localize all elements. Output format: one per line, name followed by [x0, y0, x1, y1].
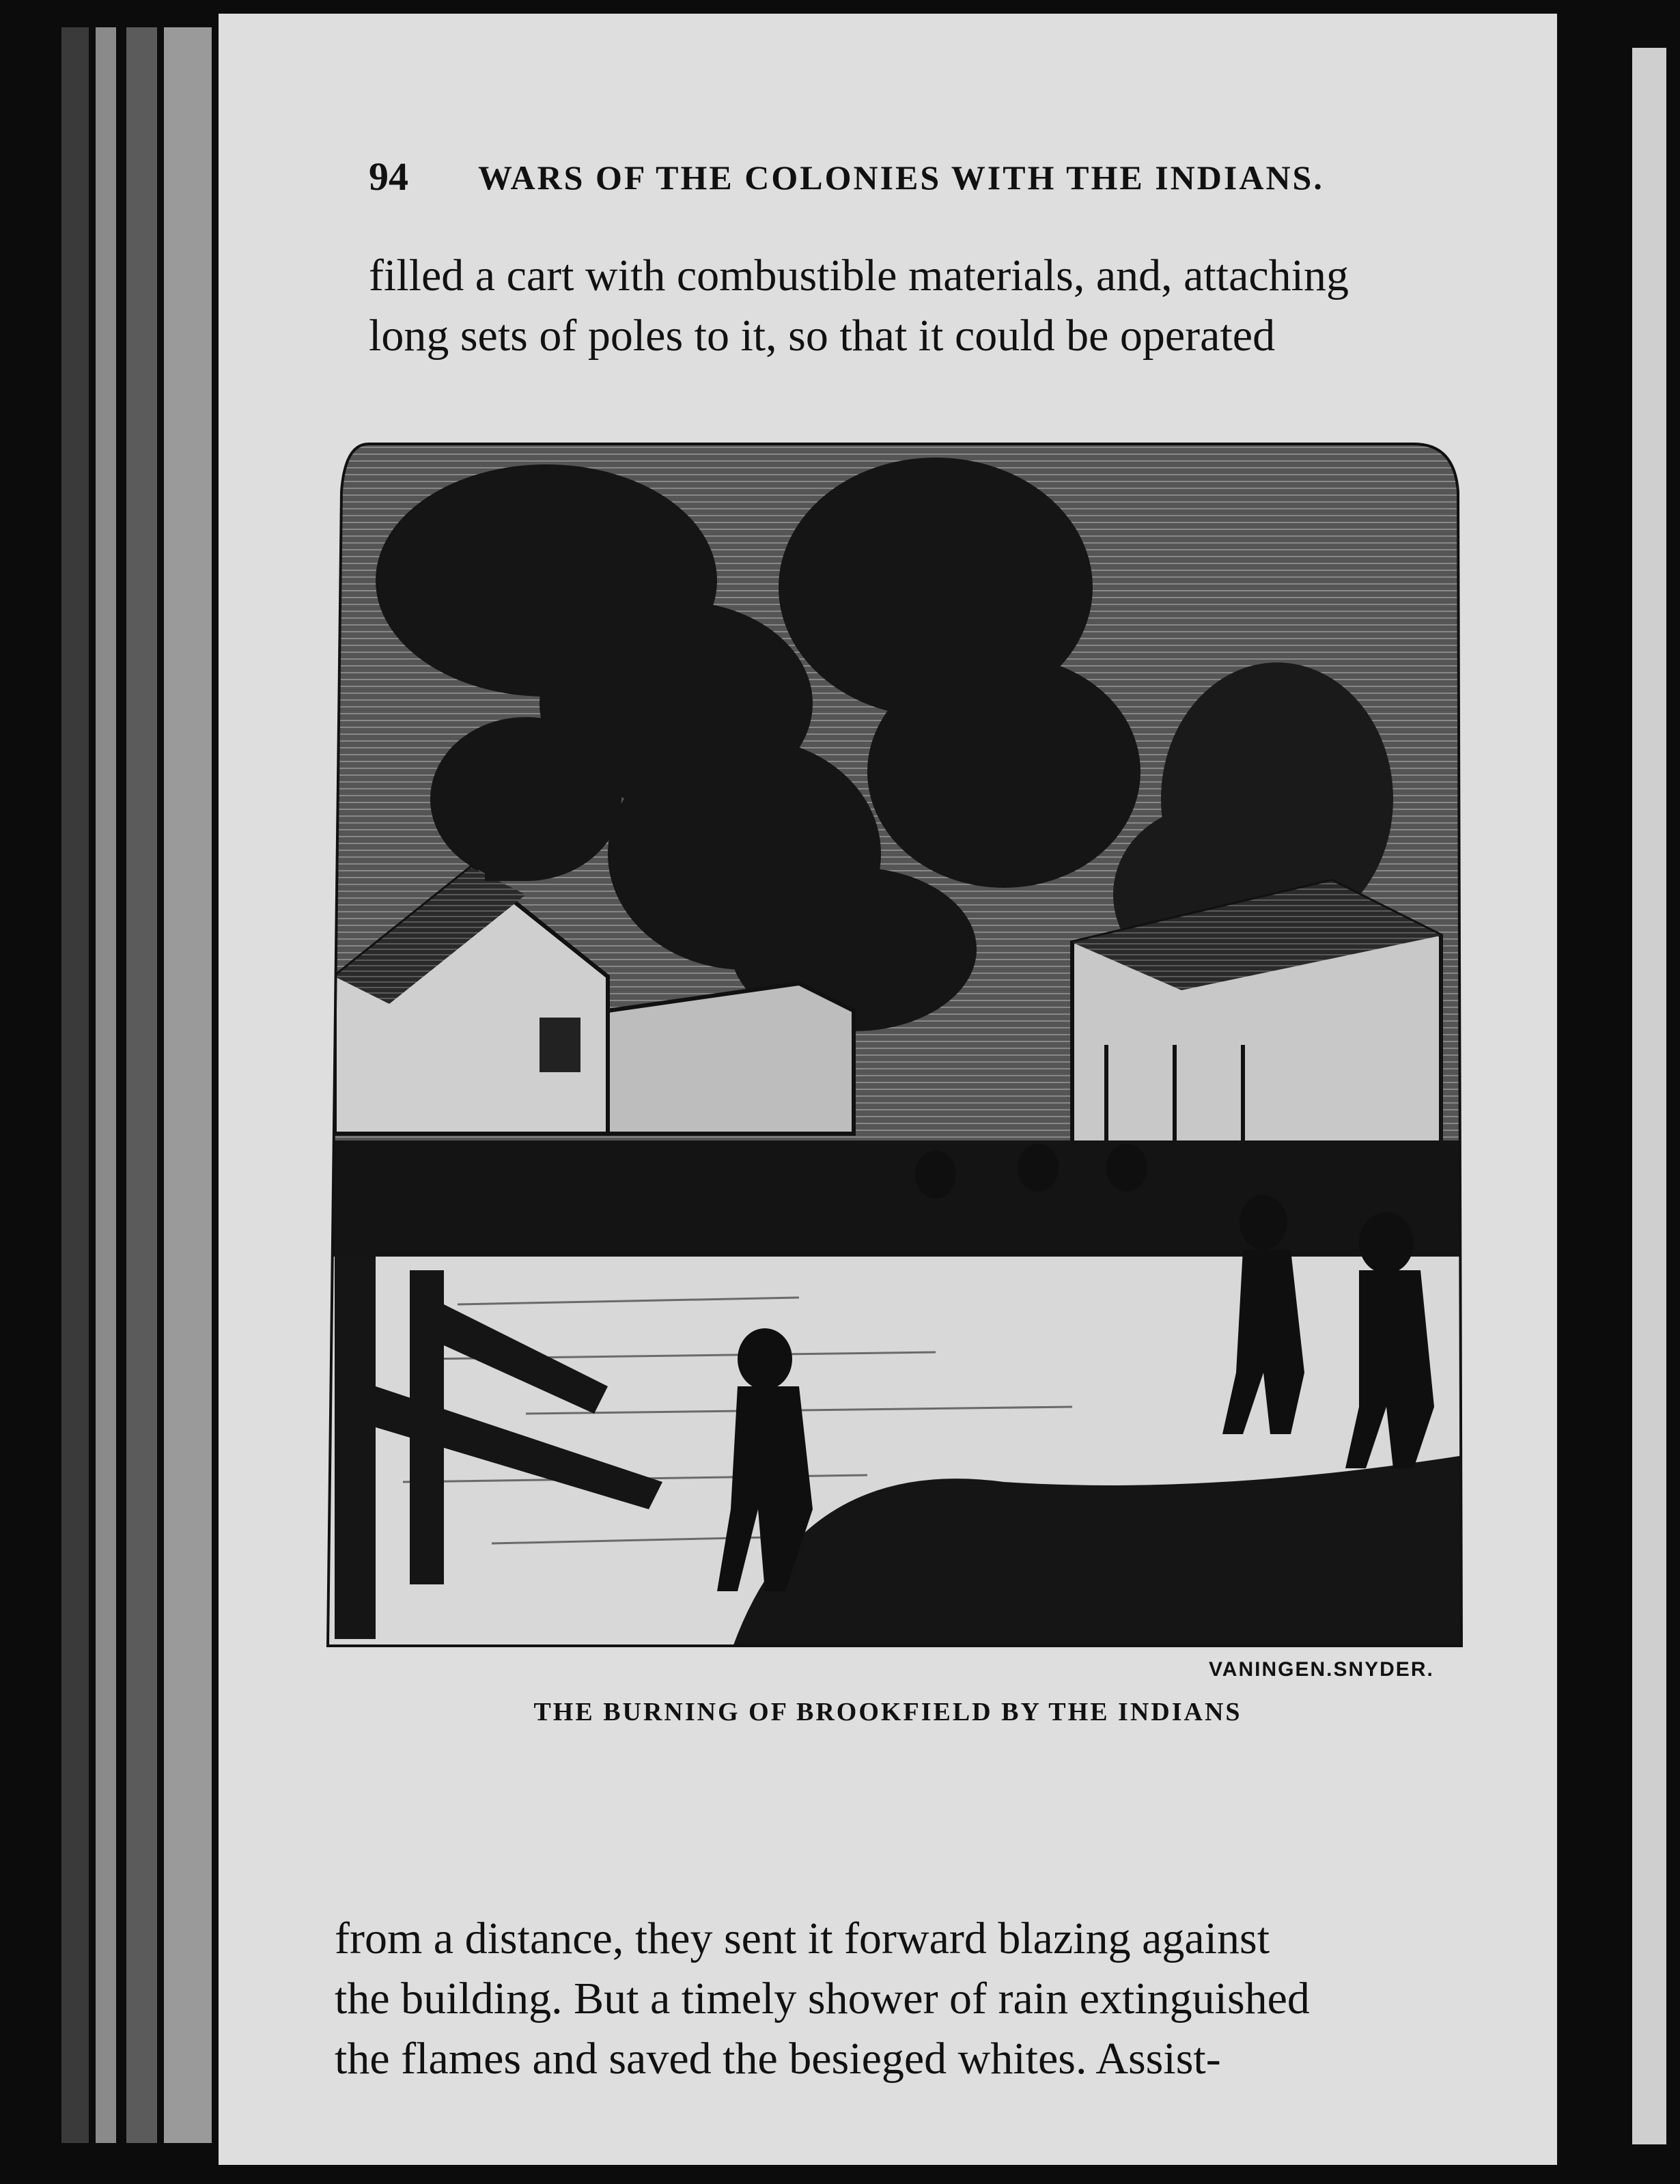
text-line: from a distance, they sent it forward blazing against	[335, 1914, 1270, 1963]
engraving-illustration	[321, 417, 1468, 1653]
text-line: the building. But a timely shower of rain extinguished	[335, 1974, 1310, 2024]
figure-caption: THE BURNING OF BROOKFIELD BY THE INDIANS	[533, 1698, 1242, 1726]
stockade-fence	[321, 1140, 1468, 1257]
book-edge	[126, 27, 157, 2143]
page-number: 94	[369, 154, 408, 199]
text-line: the flames and saved the besieged whites. Assist-	[335, 2034, 1221, 2084]
text-line: long sets of poles to it, so that it could be operated	[369, 311, 1276, 361]
facing-page-edge	[1632, 48, 1666, 2144]
body-paragraph-bottom	[335, 1909, 1482, 2089]
body-paragraph-top	[369, 246, 1489, 366]
book-edge	[96, 27, 116, 2143]
engraver-credit: VANINGEN.SNYDER.	[1209, 1658, 1434, 1681]
book-edge	[61, 27, 89, 2143]
book-edge	[164, 27, 212, 2143]
running-title: WARS OF THE COLONIES WITH THE INDIANS.	[478, 158, 1324, 197]
text-line: filled a cart with combustible materials, and, attaching	[369, 251, 1349, 300]
book-page	[219, 14, 1557, 2165]
page-header	[369, 154, 1434, 208]
